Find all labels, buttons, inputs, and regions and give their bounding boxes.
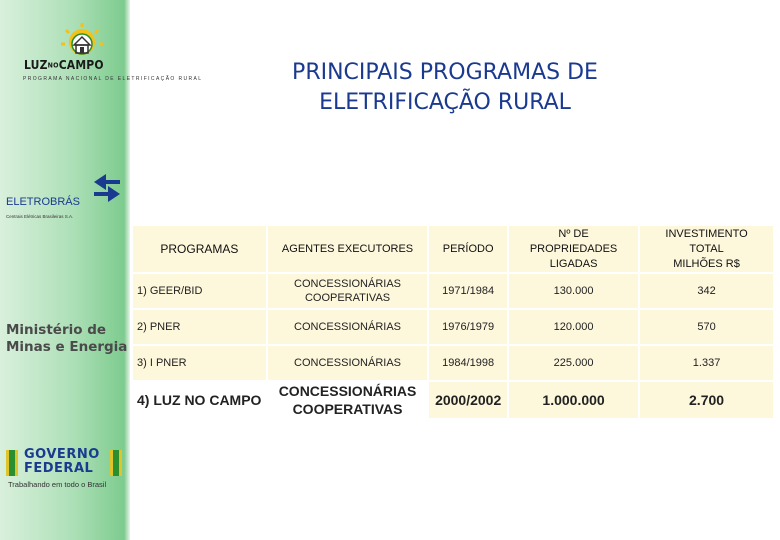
cell-programa: 4) LUZ NO CAMPO bbox=[133, 382, 266, 418]
flag-bar-left-inner bbox=[9, 450, 15, 476]
table-header-row bbox=[133, 226, 773, 272]
cell-investimento: 570 bbox=[640, 310, 773, 344]
table-row bbox=[133, 382, 773, 418]
eletrobras-name: ELETROBRÁS bbox=[6, 196, 80, 208]
header-periodo: PERÍODO bbox=[429, 226, 507, 272]
luz-logo-text: LUZNOCAMPO bbox=[24, 58, 104, 72]
governo-federal-logo bbox=[6, 448, 126, 490]
cell-agentes: CONCESSIONÁRIAS COOPERATIVAS bbox=[268, 382, 428, 418]
cell-programa: 2) PNER bbox=[133, 310, 266, 344]
cell-periodo: 1976/1979 bbox=[429, 310, 507, 344]
header-propriedades: Nº DE PROPRIEDADES LIGADAS bbox=[509, 226, 638, 272]
title-line-2: ELETRIFICAÇÃO RURAL bbox=[319, 90, 571, 115]
table-row bbox=[133, 346, 773, 380]
eletrobras-logo bbox=[6, 172, 124, 222]
cell-periodo: 1971/1984 bbox=[429, 274, 507, 308]
cell-investimento: 342 bbox=[640, 274, 773, 308]
title-line-1: PRINCIPAIS PROGRAMAS DE bbox=[292, 60, 598, 85]
cell-propriedades: 1.000.000 bbox=[509, 382, 638, 418]
cell-periodo: 1984/1998 bbox=[429, 346, 507, 380]
ministerio-line-1: Ministério de bbox=[6, 322, 107, 338]
table-row bbox=[133, 310, 773, 344]
cell-propriedades: 120.000 bbox=[509, 310, 638, 344]
table-row bbox=[133, 274, 773, 308]
cell-investimento: 1.337 bbox=[640, 346, 773, 380]
cell-programa: 1) GEER/BID bbox=[133, 274, 266, 308]
header-programas: PROGRAMAS bbox=[133, 226, 266, 272]
cell-programa: 3) I PNER bbox=[133, 346, 266, 380]
ministerio-line-2: Minas e Energia bbox=[6, 339, 128, 355]
luz-logo-subtitle: PROGRAMA NACIONAL DE ELETRIFICAÇÃO RURAL bbox=[23, 76, 203, 82]
cell-agentes: CONCESSIONÁRIAS COOPERATIVAS bbox=[268, 274, 428, 308]
cell-agentes: CONCESSIONÁRIAS bbox=[268, 346, 428, 380]
eletrobras-mark-icon bbox=[90, 172, 124, 204]
page-title bbox=[195, 58, 695, 118]
luz-no-campo-logo bbox=[18, 22, 203, 88]
cell-propriedades: 225.000 bbox=[509, 346, 638, 380]
flag-bar-right-inner bbox=[113, 450, 119, 476]
governo-text: GOVERNO FEDERAL bbox=[24, 447, 100, 476]
cell-propriedades: 130.000 bbox=[509, 274, 638, 308]
programs-table bbox=[131, 224, 775, 420]
governo-slogan: Trabalhando em todo o Brasil bbox=[8, 480, 107, 489]
ministerio-logo bbox=[6, 322, 126, 356]
eletrobras-subtitle: Centrais Elétricas Brasileiras S.A. bbox=[6, 214, 74, 219]
header-investimento: INVESTIMENTO TOTAL MILHÕES R$ bbox=[640, 226, 773, 272]
cell-investimento: 2.700 bbox=[640, 382, 773, 418]
cell-agentes: CONCESSIONÁRIAS bbox=[268, 310, 428, 344]
cell-periodo: 2000/2002 bbox=[429, 382, 507, 418]
header-agentes: AGENTES EXECUTORES bbox=[268, 226, 428, 272]
sun-house-icon bbox=[56, 22, 108, 62]
